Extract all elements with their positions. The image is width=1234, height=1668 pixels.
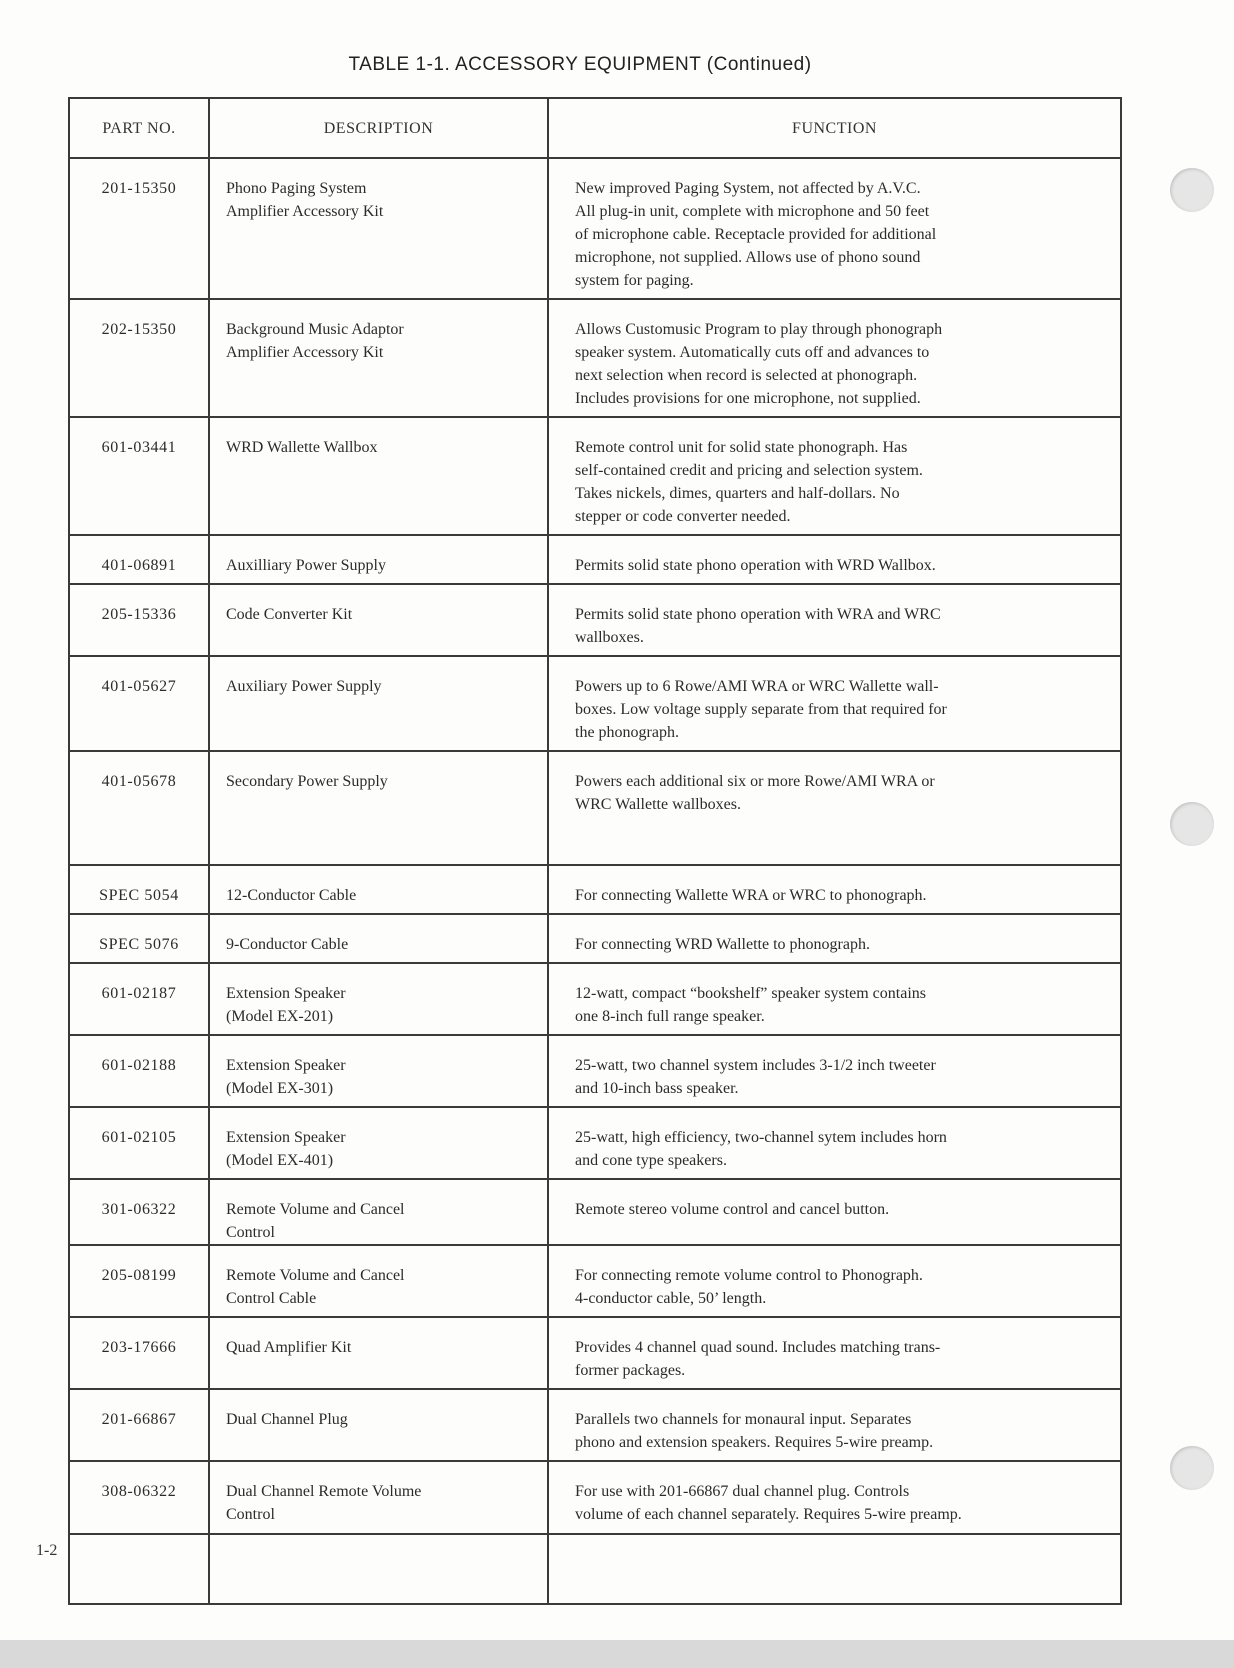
table-row (69, 584, 1121, 656)
function-cell: New improved Paging System, not affected by A.V.C. All plug-in unit, complete with microphone and 50 feet of microphone cable. Receptacle provided for additional microphone, not supplied. Allows use of phono sound system for paging. (548, 158, 1121, 299)
function-cell: Parallels two channels for monaural input. Separates phono and extension speakers. Requires 5-wire preamp. (548, 1389, 1121, 1461)
table-row (69, 1107, 1121, 1179)
description-cell: Extension Speaker (Model EX-401) (209, 1107, 548, 1179)
table-title: TABLE 1-1. ACCESSORY EQUIPMENT (Continued) (348, 54, 812, 75)
description-cell: Quad Amplifier Kit (209, 1317, 548, 1389)
table-row (69, 158, 1121, 299)
part-number-cell: SPEC 5076 (69, 914, 209, 963)
function-cell: Provides 4 channel quad sound. Includes matching trans- former packages. (548, 1317, 1121, 1389)
description-cell: Secondary Power Supply (209, 751, 548, 865)
function-cell: Permits solid state phono operation with WRD Wallbox. (548, 535, 1121, 584)
header-part-no: PART NO. (69, 98, 209, 158)
part-number-cell: 205-15336 (69, 584, 209, 656)
description-cell: Background Music Adaptor Amplifier Accessory Kit (209, 299, 548, 417)
header-description: DESCRIPTION (209, 98, 548, 158)
description-cell: Auxilliary Power Supply (209, 535, 548, 584)
function-cell: 25-watt, two channel system includes 3-1/2 inch tweeter and 10-inch bass speaker. (548, 1035, 1121, 1107)
function-cell: For connecting Wallette WRA or WRC to phonograph. (548, 865, 1121, 914)
function-cell: Powers up to 6 Rowe/AMI WRA or WRC Wallette wall- boxes. Low voltage supply separate from that required for the phonograph. (548, 656, 1121, 751)
function-cell: Remote control unit for solid state phonograph. Has self-contained credit and pricing and selection system. Takes nickels, dimes, quarters and half-dollars. No stepper or code converter needed. (548, 417, 1121, 535)
part-number-cell: 401-06891 (69, 535, 209, 584)
part-number-cell: 401-05627 (69, 656, 209, 751)
part-number-cell: 203-17666 (69, 1317, 209, 1389)
table-body (69, 158, 1121, 1604)
table-row (69, 1035, 1121, 1107)
punch-hole-middle (1170, 802, 1214, 846)
function-cell: Remote stereo volume control and cancel button. (548, 1179, 1121, 1245)
punch-hole-top (1170, 168, 1214, 212)
function-cell: 12-watt, compact “bookshelf” speaker system contains one 8-inch full range speaker. (548, 963, 1121, 1035)
table-row (69, 1179, 1121, 1245)
table-row (69, 751, 1121, 865)
part-number-cell: 201-66867 (69, 1389, 209, 1461)
empty-cell (548, 1534, 1121, 1604)
function-cell: For connecting WRD Wallette to phonograph. (548, 914, 1121, 963)
description-cell: Code Converter Kit (209, 584, 548, 656)
part-number-cell: 401-05678 (69, 751, 209, 865)
function-cell: For use with 201-66867 dual channel plug. Controls volume of each channel separately. Requires 5-wire preamp. (548, 1461, 1121, 1534)
function-cell: 25-watt, high efficiency, two-channel sytem includes horn and cone type speakers. (548, 1107, 1121, 1179)
table-row (69, 1317, 1121, 1389)
table-row (69, 865, 1121, 914)
part-number-cell: 601-02105 (69, 1107, 209, 1179)
table-row (69, 963, 1121, 1035)
accessory-equipment-table (68, 97, 1122, 1605)
description-cell: 12-Conductor Cable (209, 865, 548, 914)
table-row (69, 1389, 1121, 1461)
description-cell: Auxiliary Power Supply (209, 656, 548, 751)
empty-table-row (69, 1534, 1121, 1604)
description-cell: Extension Speaker (Model EX-201) (209, 963, 548, 1035)
description-cell: 9-Conductor Cable (209, 914, 548, 963)
function-cell: Powers each additional six or more Rowe/AMI WRA or WRC Wallette wallboxes. (548, 751, 1121, 865)
table-row (69, 656, 1121, 751)
table-row (69, 417, 1121, 535)
part-number-cell: 301-06322 (69, 1179, 209, 1245)
part-number-cell: 601-02188 (69, 1035, 209, 1107)
punch-hole-bottom (1170, 1446, 1214, 1490)
table-row (69, 1245, 1121, 1317)
part-number-cell: 308-06322 (69, 1461, 209, 1534)
description-cell: Remote Volume and Cancel Control (209, 1179, 548, 1245)
table-row (69, 914, 1121, 963)
description-cell: WRD Wallette Wallbox (209, 417, 548, 535)
part-number-cell: 202-15350 (69, 299, 209, 417)
description-cell: Remote Volume and Cancel Control Cable (209, 1245, 548, 1317)
table-header-row (69, 98, 1121, 158)
description-cell: Phono Paging System Amplifier Accessory Kit (209, 158, 548, 299)
description-cell: Dual Channel Remote Volume Control (209, 1461, 548, 1534)
description-cell: Dual Channel Plug (209, 1389, 548, 1461)
header-function: FUNCTION (548, 98, 1121, 158)
description-cell: Extension Speaker (Model EX-301) (209, 1035, 548, 1107)
empty-cell (69, 1534, 209, 1604)
part-number-cell: 201-15350 (69, 158, 209, 299)
scan-bottom-edge (0, 1640, 1234, 1668)
function-cell: Permits solid state phono operation with WRA and WRC wallboxes. (548, 584, 1121, 656)
table-row (69, 1461, 1121, 1534)
part-number-cell: 601-02187 (69, 963, 209, 1035)
part-number-cell: SPEC 5054 (69, 865, 209, 914)
empty-cell (209, 1534, 548, 1604)
function-cell: Allows Customusic Program to play through phonograph speaker system. Automatically cuts off and advances to next selection when record is selected at phonograph. Includes provisions for one microphone, not supplied. (548, 299, 1121, 417)
page-number: 1-2 (36, 1542, 58, 1559)
function-cell: For connecting remote volume control to Phonograph. 4-conductor cable, 50’ length. (548, 1245, 1121, 1317)
table-row (69, 299, 1121, 417)
part-number-cell: 601-03441 (69, 417, 209, 535)
table-row (69, 535, 1121, 584)
part-number-cell: 205-08199 (69, 1245, 209, 1317)
